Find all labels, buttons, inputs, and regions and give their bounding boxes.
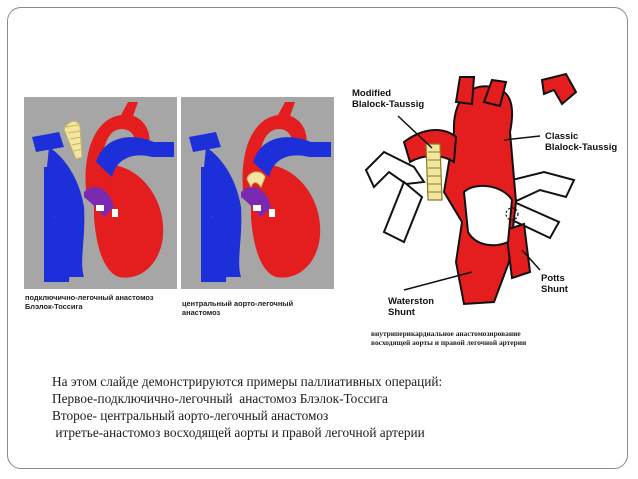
label-modified-bt: Modified Blalock-Taussig (352, 88, 425, 110)
body-line-1: На этом слайде демонстрируются примеры паллиативных операций: (52, 374, 443, 389)
panel2-caption: центральный аорто-легочный анастомоз (182, 299, 294, 317)
heart-illustration-central-shunt (181, 97, 334, 289)
label-classic-bt: Classic Blalock-Taussig (545, 131, 618, 153)
label-waterston: Waterston Shunt (388, 296, 435, 318)
body-line-4: итретье-анастомоз восходящей аорты и правой легочной артерии (52, 425, 425, 440)
body-line-2: Первое-подключично-легочный анастомоз Блэлок-Тоссига (52, 391, 388, 406)
body-line-3: Второе- центральный аорто-легочный анастомоз (52, 408, 329, 423)
heart-illustration-bt-shunt (24, 97, 177, 289)
panel1-caption: подключично-легочный анастомоз Блэлок-Тоссига (25, 293, 154, 311)
label-potts: Potts Shunt (541, 273, 568, 295)
slide-body-text (52, 373, 612, 441)
panel3-caption: внутриперикардиальное анастомозирование восходящей аорты и правой легочной артерии (371, 329, 527, 347)
